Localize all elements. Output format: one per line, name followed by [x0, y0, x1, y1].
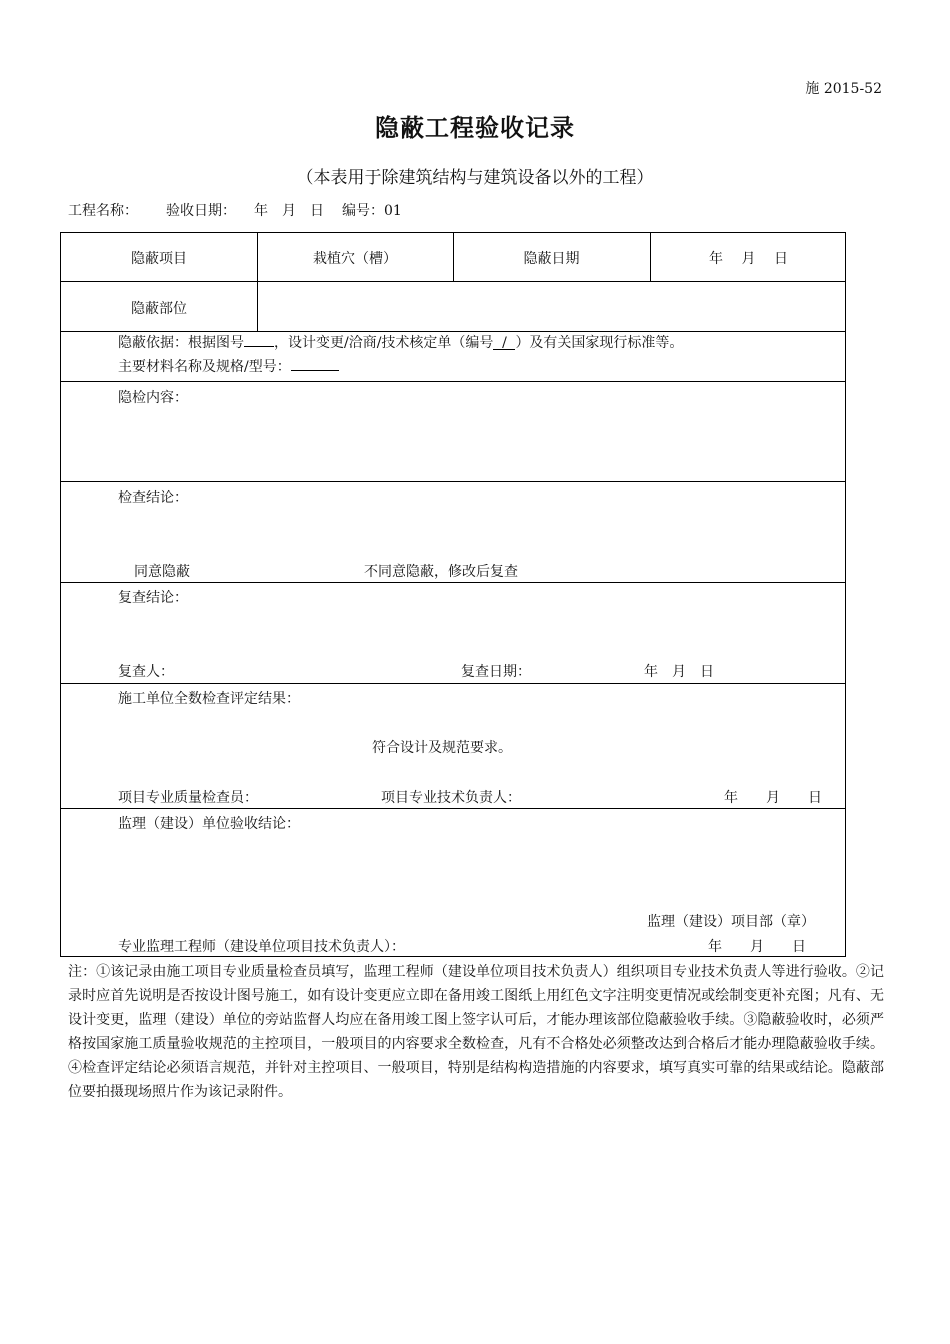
hidden-item-value: 栽植穴（槽） — [313, 251, 397, 267]
hidden-date-value: 年 月 日 — [709, 251, 788, 267]
recheck-conclusion-label: 复查结论： — [118, 590, 188, 606]
info-line — [68, 200, 430, 220]
acceptance-date-label: 验收日期： — [166, 203, 236, 219]
project-name-label: 工程名称： — [68, 203, 138, 219]
basis-middle: ，设计变更/洽商/技术核定单（编号 — [274, 335, 494, 351]
basis-prefix: 隐蔽依据：根据图号 — [118, 335, 244, 351]
material-label: 主要材料名称及规格/型号： — [118, 359, 291, 375]
form-code: 施 2015-52 — [805, 81, 882, 97]
inspection-content-label: 隐检内容： — [118, 390, 188, 406]
record-number: 编号：01 — [342, 203, 402, 219]
notes-paragraph: 注：①该记录由施工项目专业质量检查员填写，监理工程师（建设单位项目技术负责人）组织项目专业技术负责人等进行验收。②记录时应首先说明是否按设计图号施工，如有设计变更应立即在备用竣工图纸上用红色文字注明变更情况或绘制变更补充图；凡有、无设计变更，监理（建设）单位的旁站监督人均应在备用竣工图上签字认可后，才能办理该部位隐蔽验收手续。③隐蔽验收时，必须严格按国家施工质量验收规范的主控项目，一般项目的内容要求全数检查，凡有不合格处必须整改达到合格后才能办理隐蔽验收手续。④检查评定结论必须语言规范，并针对主控项目、一般项目，特别是结构构造措施的内容要求，填写真实可靠的结果或结论。隐蔽部位要拍摄现场照片作为该记录附件。 — [68, 964, 884, 1100]
supervisor-dept-stamp: 监理（建设）项目部（章） — [647, 914, 815, 930]
basis-suffix: ）及有关国家现行标准等。 — [515, 335, 684, 351]
hidden-item-label: 隐蔽项目 — [131, 251, 187, 267]
hidden-basis-line — [118, 332, 683, 352]
material-blank — [291, 356, 339, 371]
disagree-hidden-option: 不同意隐蔽，修改后复查 — [364, 564, 518, 580]
contractor-result-value: 符合设计及规范要求。 — [372, 740, 512, 756]
rechecker-label: 复查人： — [118, 664, 174, 680]
hidden-location-label: 隐蔽部位 — [131, 301, 187, 317]
check-conclusion-label: 检查结论： — [118, 490, 188, 506]
hidden-date-label: 隐蔽日期 — [523, 251, 580, 267]
quality-inspector-label: 项目专业质量检查员： — [118, 790, 258, 806]
supervisor-conclusion-label: 监理（建设）单位验收结论： — [118, 816, 300, 832]
change-number-blank: / — [493, 335, 515, 350]
supervisor-engineer-label: 专业监理工程师（建设单位项目技术负责人）： — [118, 939, 405, 955]
page-title: 隐蔽工程验收记录 — [375, 113, 575, 142]
acceptance-date-value: 年 月 日 — [254, 203, 324, 219]
tech-lead-label: 项目专业技术负责人： — [381, 790, 521, 806]
supervisor-date-value: 年 月 日 — [708, 939, 806, 955]
recheck-date-label: 复查日期： — [461, 664, 531, 680]
record-table — [60, 232, 846, 957]
material-line — [118, 356, 339, 376]
drawing-number-blank — [244, 332, 274, 347]
contractor-date-value: 年 月 日 — [724, 790, 822, 806]
page-subtitle: （本表用于除建筑结构与建筑设备以外的工程） — [296, 168, 654, 188]
contractor-result-label: 施工单位全数检查评定结果： — [118, 691, 300, 707]
recheck-date-value: 年 月 日 — [644, 664, 714, 680]
agree-hidden-option: 同意隐蔽 — [134, 564, 190, 580]
